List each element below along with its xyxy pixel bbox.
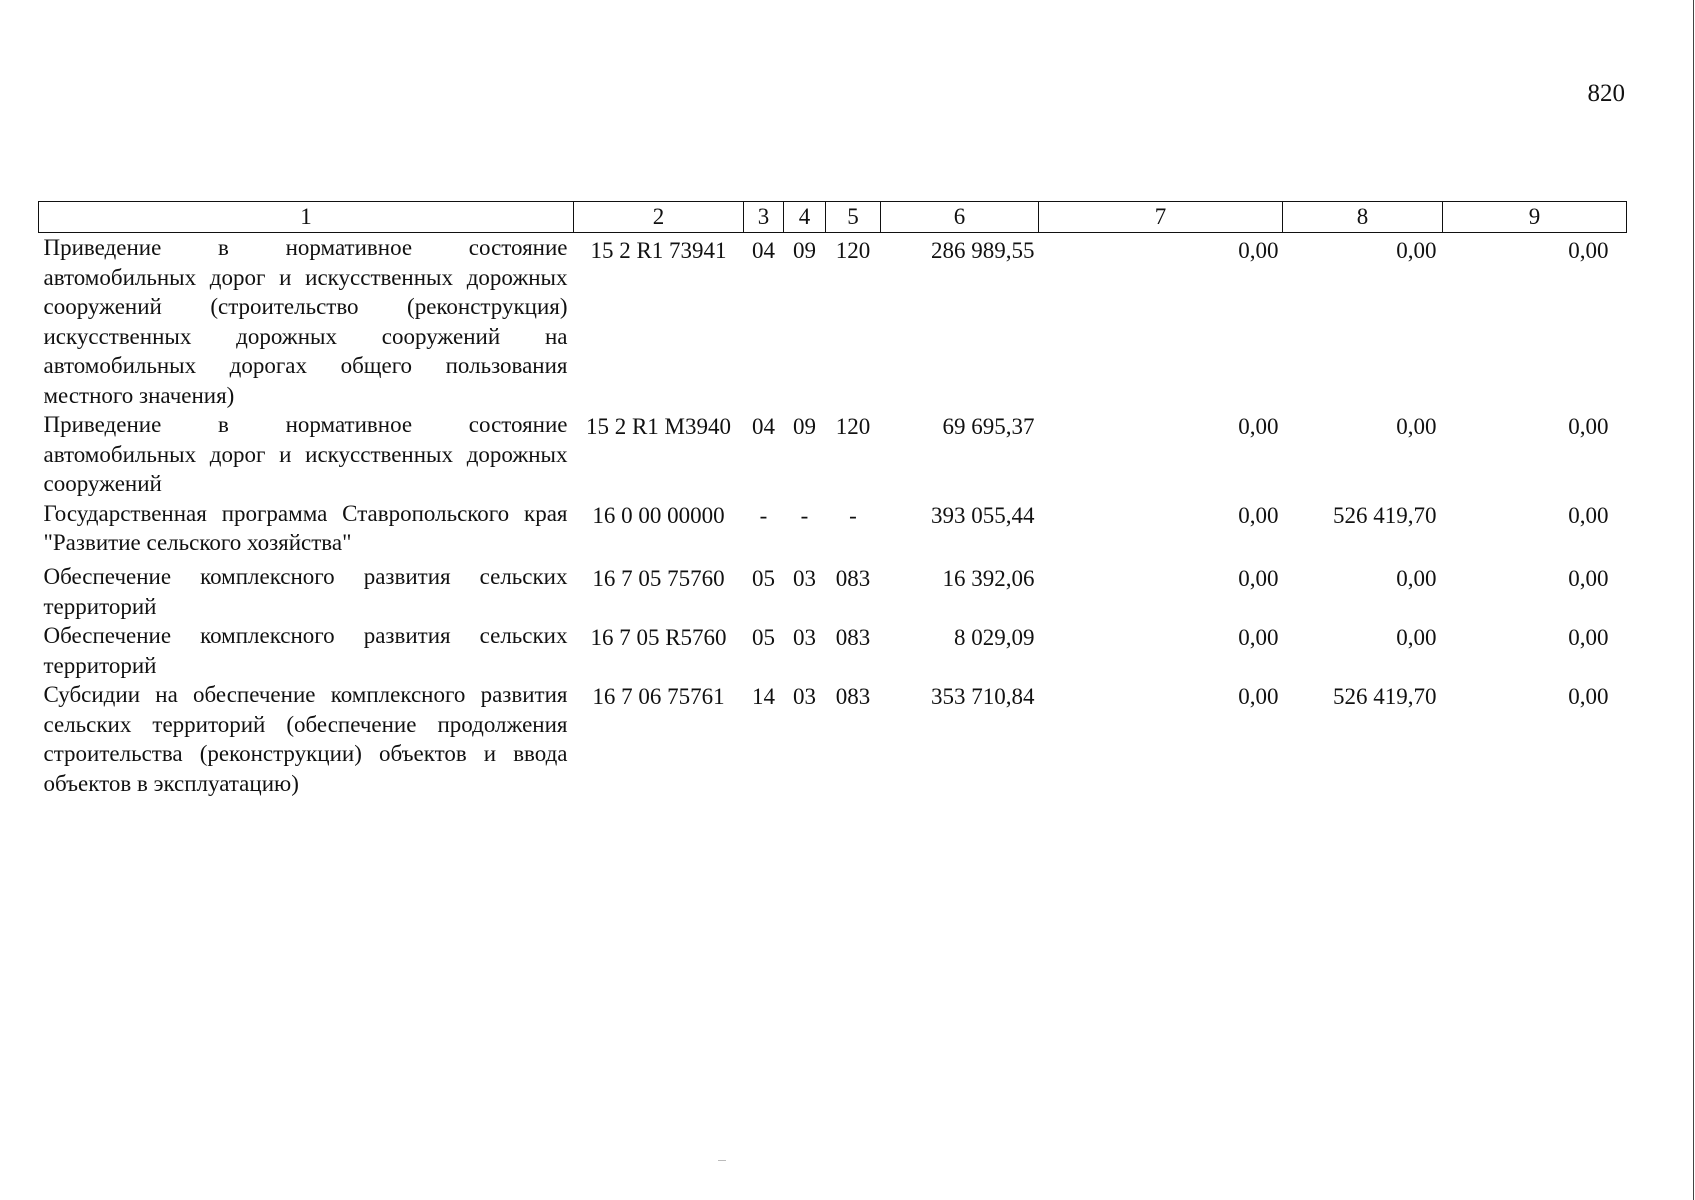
row-c9: 0,00 — [1568, 238, 1609, 263]
row-c5: 120 — [835, 414, 871, 439]
row-c9: 0,00 — [1568, 414, 1609, 439]
header-col-1: 1 — [39, 202, 574, 233]
table-row — [39, 680, 1627, 798]
row-c7: 0,00 — [1238, 502, 1279, 528]
table-row — [39, 621, 1627, 680]
row-c4: 03 — [793, 566, 816, 591]
header-col-6: 6 — [881, 202, 1039, 233]
row-c6: 16 392,06 — [942, 566, 1035, 591]
row-c9: 0,00 — [1568, 625, 1609, 650]
row-c8: 0,00 — [1396, 625, 1437, 650]
row-c8: 0,00 — [1396, 238, 1437, 263]
header-col-9: 9 — [1443, 202, 1627, 233]
row-code: 16 0 00 00000 — [592, 502, 725, 528]
row-c3: - — [759, 502, 768, 528]
row-c8: 0,00 — [1396, 566, 1437, 591]
row-c5: 120 — [835, 238, 871, 263]
row-c5: - — [849, 502, 857, 528]
row-c5: 083 — [835, 566, 871, 591]
row-name: Приведение в нормативное состояние автомобильных дорог и искусственных дорожных сооружений — [43, 412, 568, 496]
table-row — [39, 562, 1627, 621]
row-name: Государственная программа Ставропольского края "Развитие сельского хозяйства" — [43, 500, 568, 555]
row-code: 16 7 06 75761 — [592, 684, 725, 709]
table-row — [39, 499, 1627, 563]
row-c5: 083 — [835, 684, 871, 709]
header-row — [39, 202, 1627, 233]
header-col-7: 7 — [1039, 202, 1283, 233]
row-code: 15 2 R1 73941 — [590, 238, 727, 263]
header-col-5: 5 — [826, 202, 881, 233]
row-name: Обеспечение комплексного развития сельских территорий — [43, 623, 568, 678]
row-c6: 393 055,44 — [931, 502, 1035, 528]
budget-table — [38, 201, 1627, 798]
row-c9: 0,00 — [1568, 502, 1609, 528]
row-c7: 0,00 — [1238, 414, 1279, 439]
row-c7: 0,00 — [1238, 684, 1279, 709]
row-code: 15 2 R1 M3940 — [585, 414, 732, 439]
row-c3: 14 — [752, 684, 775, 709]
row-c8: 0,00 — [1396, 414, 1437, 439]
scan-edge-line — [1693, 0, 1694, 1200]
row-c6: 286 989,55 — [931, 238, 1035, 263]
row-name: Приведение в нормативное состояние автомобильных дорог и искусственных дорожных сооружений (строительство (реконструкция) искусственных дорожных сооружений на автомобильных дорогах общего пользования местного значения) — [43, 235, 568, 408]
row-c4: 03 — [793, 684, 816, 709]
row-c4: 09 — [793, 414, 816, 439]
row-code: 16 7 05 75760 — [592, 566, 725, 591]
row-c7: 0,00 — [1238, 566, 1279, 591]
row-c3: 04 — [752, 238, 775, 263]
row-c7: 0,00 — [1238, 625, 1279, 650]
row-c5: 083 — [835, 625, 871, 650]
header-col-4: 4 — [784, 202, 826, 233]
row-c6: 8 029,09 — [954, 625, 1035, 650]
row-c6: 69 695,37 — [942, 414, 1035, 439]
header-col-3: 3 — [744, 202, 784, 233]
row-c4: 03 — [793, 625, 816, 650]
header-col-8: 8 — [1283, 202, 1443, 233]
row-name: Субсидии на обеспечение комплексного развития сельских территорий (обеспечение продолжения строительства (реконструкции) объектов и ввода объектов в эксплуатацию) — [43, 682, 568, 796]
row-c6: 353 710,84 — [931, 684, 1035, 709]
row-c9: 0,00 — [1568, 566, 1609, 591]
row-c4: 09 — [793, 238, 816, 263]
row-c3: 05 — [752, 566, 775, 591]
row-c3: 05 — [752, 625, 775, 650]
row-c4: - — [800, 502, 809, 528]
row-c7: 0,00 — [1238, 238, 1279, 263]
table-row — [39, 233, 1627, 411]
table-row — [39, 410, 1627, 499]
row-c8: 526 419,70 — [1333, 502, 1437, 528]
header-col-2: 2 — [574, 202, 744, 233]
row-c8: 526 419,70 — [1333, 684, 1437, 709]
row-c9: 0,00 — [1568, 684, 1609, 709]
row-code: 16 7 05 R5760 — [590, 625, 727, 650]
scan-speck — [718, 1160, 726, 1161]
page-number: 820 — [1587, 80, 1625, 107]
row-name: Обеспечение комплексного развития сельских территорий — [43, 564, 568, 619]
row-c3: 04 — [752, 414, 775, 439]
